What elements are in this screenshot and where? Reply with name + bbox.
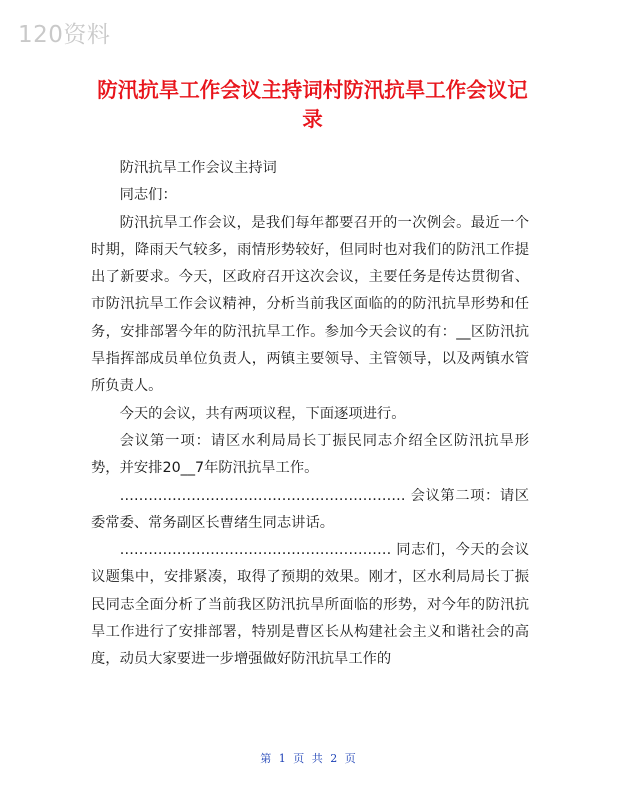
paragraph: 防汛抗旱工作会议，是我们每年都要召开的一次例会。最近一个时期，降雨天气较多，雨情形势较好，但同时也对我们的防汛工作提出了新要求。今天，区政府召开这次会议，主要任务是传达贯彻省、市防汛抗旱工作会议精神，分析当前我区面临的的防汛抗旱形势和任务，安排部署今年的防汛抗旱工作。参加今天会议的有：__区防汛抗旱指挥部成员单位负责人，两镇主要领导、主管领导，以及两镇水管所负责人。 [91, 214, 529, 395]
document-title: 防汛抗旱工作会议主持词村防汛抗旱工作会议记录 [97, 78, 528, 131]
paragraph: 同志们： [119, 187, 177, 204]
paragraph: 防汛抗旱工作会议主持词 [119, 160, 277, 176]
page-footer: 第 1 页 共 2 页 [260, 752, 358, 765]
paragraph: …………………………………………………… 会议第二项：请区委常委、常务副区长曹绪生同志讲话。 [91, 487, 529, 531]
paragraph: 今天的会议，共有两项议程，下面逐项进行。 [119, 405, 406, 422]
paragraph: 会议第一项：请区水利局局长丁振民同志介绍全区防汛抗旱形势，并安排20__7年防汛抗旱工作。 [91, 432, 529, 477]
watermark: 120资料 [18, 22, 111, 48]
paragraph: ………………………………………………… 同志们，今天的会议议题集中，安排紧凑，取得了预期的效果。刚才，区水利局局长丁振民同志全面分析了当前我区防汛抗旱所面临的形势，对今年的防汛抗旱工作进行了安排部署，特别是曹区长从构建社会主义和谐社会的高度，动员大家要进一步增强做好防汛抗旱工作的 [91, 542, 529, 668]
document-body [91, 155, 529, 674]
